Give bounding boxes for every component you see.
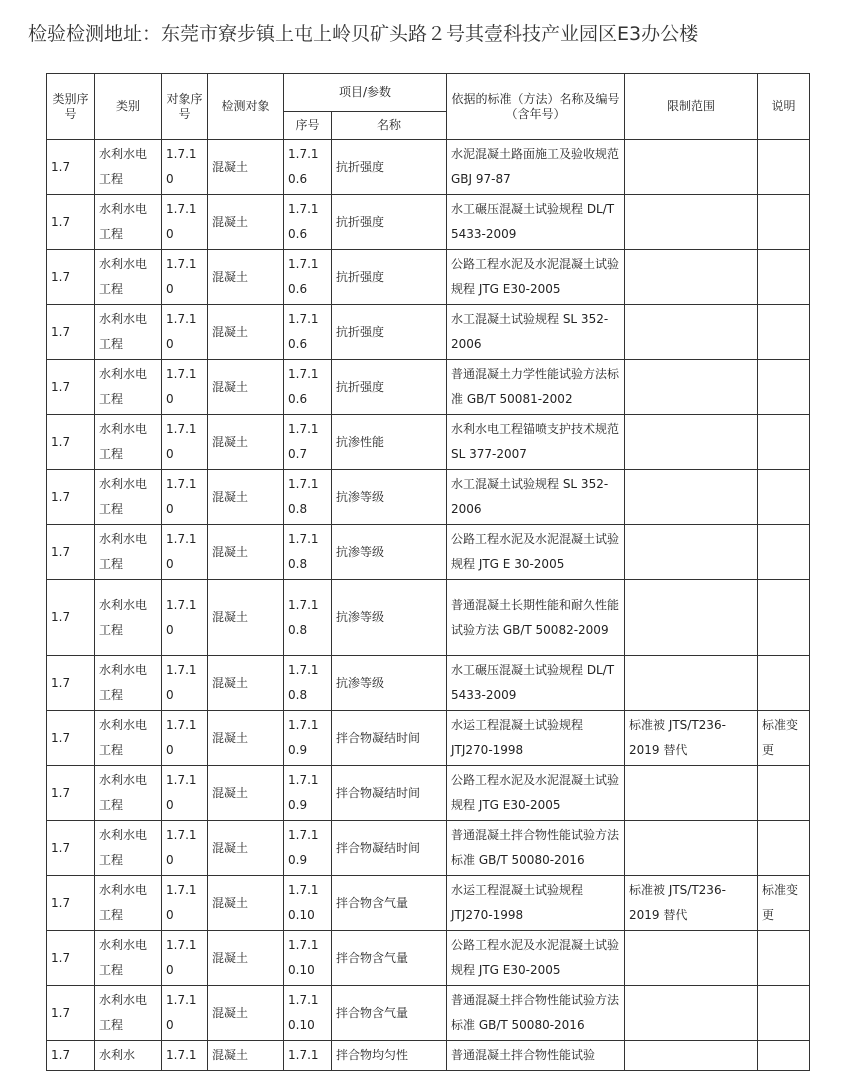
item-name-cell: 拌合物含气量 [332,986,447,1041]
standard-cell: 公路工程水泥及水泥混凝土试验规程 JTG E30-2005 [447,250,625,305]
category-seq-cell: 1.7 [47,250,95,305]
table-row [47,360,810,415]
object-cell: 混凝土 [208,656,284,711]
category-cell: 水利水电工程 [95,986,162,1041]
note-cell [758,305,810,360]
category-seq-cell: 1.7 [47,711,95,766]
object-seq-cell: 1.7.10 [162,360,208,415]
object-cell: 混凝土 [208,195,284,250]
object-seq-cell: 1.7.10 [162,140,208,195]
object-cell: 混凝土 [208,766,284,821]
item-seq-cell: 1.7.10.9 [284,821,332,876]
category-seq-cell: 1.7 [47,470,95,525]
item-seq-cell: 1.7.1 [284,1041,332,1071]
note-cell [758,986,810,1041]
accreditation-table [46,73,810,1071]
item-name-cell: 拌合物含气量 [332,931,447,986]
object-seq-cell: 1.7.10 [162,876,208,931]
object-cell: 混凝土 [208,1041,284,1071]
standard-cell: 水运工程混凝土试验规程 JTJ270-1998 [447,876,625,931]
item-name-cell: 抗折强度 [332,195,447,250]
object-cell: 混凝土 [208,140,284,195]
header-standard: 依据的标准（方法）名称及编号（含年号） [447,74,625,140]
note-cell [758,195,810,250]
category-seq-cell: 1.7 [47,195,95,250]
object-cell: 混凝土 [208,580,284,656]
limit-cell [625,470,758,525]
item-name-cell: 拌合物凝结时间 [332,711,447,766]
note-cell [758,415,810,470]
standard-cell: 水工混凝土试验规程 SL 352-2006 [447,305,625,360]
object-seq-cell: 1.7.10 [162,195,208,250]
note-cell [758,931,810,986]
category-seq-cell: 1.7 [47,821,95,876]
limit-cell [625,140,758,195]
category-cell: 水利水电工程 [95,250,162,305]
standard-cell: 公路工程水泥及水泥混凝土试验规程 JTG E30-2005 [447,766,625,821]
category-cell: 水利水电工程 [95,580,162,656]
note-cell [758,140,810,195]
object-cell: 混凝土 [208,525,284,580]
category-seq-cell: 1.7 [47,1041,95,1071]
note-cell: 标准变更 [758,711,810,766]
standard-cell: 公路工程水泥及水泥混凝土试验规程 JTG E 30-2005 [447,525,625,580]
item-name-cell: 抗渗等级 [332,470,447,525]
limit-cell [625,305,758,360]
standard-cell: 普通混凝土拌合物性能试验方法标准 GB/T 50080-2016 [447,986,625,1041]
item-seq-cell: 1.7.10.8 [284,580,332,656]
item-seq-cell: 1.7.10.6 [284,140,332,195]
object-seq-cell: 1.7.10 [162,821,208,876]
limit-cell [625,821,758,876]
object-seq-cell: 1.7.10 [162,415,208,470]
table-row [47,876,810,931]
category-cell: 水利水电工程 [95,711,162,766]
header-object-seq: 对象序号 [162,74,208,140]
item-seq-cell: 1.7.10.9 [284,711,332,766]
note-cell [758,821,810,876]
limit-cell [625,195,758,250]
limit-cell [625,525,758,580]
limit-cell [625,931,758,986]
object-seq-cell: 1.7.10 [162,931,208,986]
limit-cell [625,580,758,656]
table-row [47,1041,810,1071]
category-cell: 水利水电工程 [95,931,162,986]
category-seq-cell: 1.7 [47,525,95,580]
object-cell: 混凝土 [208,931,284,986]
item-name-cell: 抗折强度 [332,305,447,360]
category-cell: 水利水电工程 [95,305,162,360]
standard-cell: 普通混凝土拌合物性能试验 [447,1041,625,1071]
limit-cell [625,1041,758,1071]
item-name-cell: 抗折强度 [332,250,447,305]
item-name-cell: 抗渗等级 [332,525,447,580]
limit-cell [625,766,758,821]
header-name: 名称 [332,112,447,140]
standard-cell: 普通混凝土长期性能和耐久性能试验方法 GB/T 50082-2009 [447,580,625,656]
category-cell: 水利水电工程 [95,140,162,195]
item-seq-cell: 1.7.10.8 [284,525,332,580]
table-row [47,766,810,821]
category-seq-cell: 1.7 [47,986,95,1041]
item-seq-cell: 1.7.10.6 [284,250,332,305]
category-seq-cell: 1.7 [47,415,95,470]
limit-cell [625,360,758,415]
item-seq-cell: 1.7.10.7 [284,415,332,470]
category-cell: 水利水 [95,1041,162,1071]
item-seq-cell: 1.7.10.8 [284,470,332,525]
item-seq-cell: 1.7.10.8 [284,656,332,711]
table-row [47,415,810,470]
header-category: 类别 [95,74,162,140]
item-name-cell: 抗渗等级 [332,580,447,656]
standard-cell: 普通混凝土拌合物性能试验方法标准 GB/T 50080-2016 [447,821,625,876]
category-seq-cell: 1.7 [47,580,95,656]
table-row [47,195,810,250]
note-cell [758,580,810,656]
limit-cell: 标准被 JTS/T236-2019 替代 [625,711,758,766]
table-row [47,656,810,711]
standard-cell: 普通混凝土力学性能试验方法标准 GB/T 50081-2002 [447,360,625,415]
header-item-param: 项目/参数 [284,74,447,112]
item-name-cell: 抗渗等级 [332,656,447,711]
header-note: 说明 [758,74,810,140]
object-seq-cell: 1.7.10 [162,986,208,1041]
category-cell: 水利水电工程 [95,470,162,525]
standard-cell: 水运工程混凝土试验规程 JTJ270-1998 [447,711,625,766]
item-seq-cell: 1.7.10.6 [284,305,332,360]
object-seq-cell: 1.7.10 [162,580,208,656]
category-cell: 水利水电工程 [95,360,162,415]
object-cell: 混凝土 [208,415,284,470]
limit-cell [625,986,758,1041]
table-row [47,470,810,525]
standard-cell: 水工混凝土试验规程 SL 352-2006 [447,470,625,525]
category-seq-cell: 1.7 [47,360,95,415]
standard-cell: 水泥混凝土路面施工及验收规范 GBJ 97-87 [447,140,625,195]
item-name-cell: 抗折强度 [332,140,447,195]
category-cell: 水利水电工程 [95,766,162,821]
standard-cell: 水利水电工程锚喷支护技术规范 SL 377-2007 [447,415,625,470]
note-cell [758,360,810,415]
object-cell: 混凝土 [208,360,284,415]
item-name-cell: 拌合物凝结时间 [332,821,447,876]
object-seq-cell: 1.7.10 [162,766,208,821]
item-seq-cell: 1.7.10.6 [284,360,332,415]
category-cell: 水利水电工程 [95,415,162,470]
category-seq-cell: 1.7 [47,876,95,931]
object-cell: 混凝土 [208,986,284,1041]
table-row [47,580,810,656]
note-cell [758,656,810,711]
object-cell: 混凝土 [208,711,284,766]
object-seq-cell: 1.7.10 [162,470,208,525]
object-seq-cell: 1.7.1 [162,1041,208,1071]
standard-cell: 水工碾压混凝土试验规程 DL/T 5433-2009 [447,195,625,250]
table-row [47,140,810,195]
category-seq-cell: 1.7 [47,931,95,986]
category-seq-cell: 1.7 [47,305,95,360]
category-cell: 水利水电工程 [95,821,162,876]
item-seq-cell: 1.7.10.10 [284,986,332,1041]
item-seq-cell: 1.7.10.10 [284,931,332,986]
note-cell [758,250,810,305]
note-cell [758,470,810,525]
table-row [47,986,810,1041]
category-seq-cell: 1.7 [47,656,95,711]
object-cell: 混凝土 [208,821,284,876]
standard-cell: 水工碾压混凝土试验规程 DL/T 5433-2009 [447,656,625,711]
object-cell: 混凝土 [208,876,284,931]
page-title: 检验检测地址：东莞市寮步镇上屯上岭贝矿头路２号其壹科技产业园区E3办公楼 [28,23,699,45]
item-seq-cell: 1.7.10.9 [284,766,332,821]
standard-cell: 公路工程水泥及水泥混凝土试验规程 JTG E30-2005 [447,931,625,986]
header-limit: 限制范围 [625,74,758,140]
object-seq-cell: 1.7.10 [162,656,208,711]
table-row [47,711,810,766]
item-name-cell: 拌合物均匀性 [332,1041,447,1071]
object-cell: 混凝土 [208,305,284,360]
category-cell: 水利水电工程 [95,656,162,711]
limit-cell: 标准被 JTS/T236-2019 替代 [625,876,758,931]
item-name-cell: 抗渗性能 [332,415,447,470]
header-category-seq: 类别序号 [47,74,95,140]
category-cell: 水利水电工程 [95,876,162,931]
table-row [47,821,810,876]
note-cell [758,525,810,580]
header-seq: 序号 [284,112,332,140]
table-row [47,250,810,305]
limit-cell [625,656,758,711]
item-name-cell: 拌合物含气量 [332,876,447,931]
note-cell [758,766,810,821]
item-seq-cell: 1.7.10.6 [284,195,332,250]
table-row [47,305,810,360]
limit-cell [625,415,758,470]
category-seq-cell: 1.7 [47,140,95,195]
item-name-cell: 抗折强度 [332,360,447,415]
object-cell: 混凝土 [208,470,284,525]
category-seq-cell: 1.7 [47,766,95,821]
header-object: 检测对象 [208,74,284,140]
note-cell [758,1041,810,1071]
category-cell: 水利水电工程 [95,195,162,250]
object-seq-cell: 1.7.10 [162,525,208,580]
note-cell: 标准变更 [758,876,810,931]
item-name-cell: 拌合物凝结时间 [332,766,447,821]
object-cell: 混凝土 [208,250,284,305]
category-cell: 水利水电工程 [95,525,162,580]
table-row [47,525,810,580]
limit-cell [625,250,758,305]
object-seq-cell: 1.7.10 [162,305,208,360]
object-seq-cell: 1.7.10 [162,711,208,766]
table-row [47,931,810,986]
item-seq-cell: 1.7.10.10 [284,876,332,931]
object-seq-cell: 1.7.10 [162,250,208,305]
